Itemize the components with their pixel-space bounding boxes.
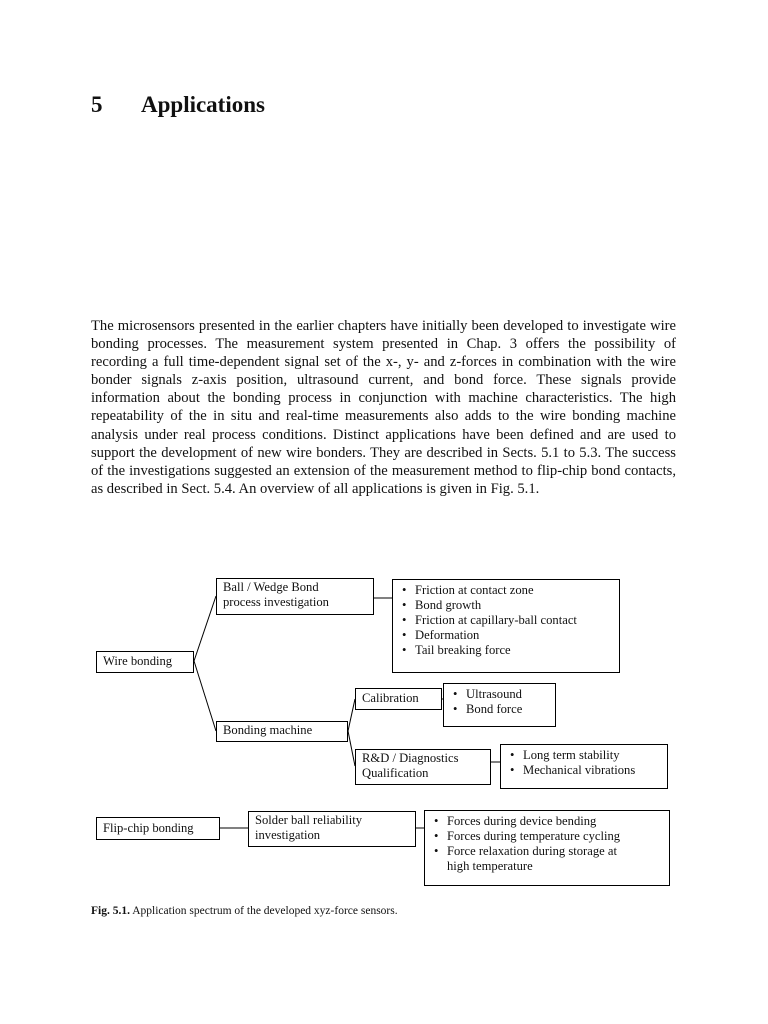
- calibration-box: [355, 688, 442, 710]
- list-item: • Ultrasound: [466, 687, 549, 702]
- rd-diagnostics-box: [355, 749, 491, 785]
- wire-bonding-box: [96, 651, 194, 673]
- list-item: • Mechanical vibrations: [523, 763, 661, 778]
- list-item: • Bond growth: [415, 598, 613, 613]
- figure-caption: [91, 905, 398, 917]
- list-item: • Bond force: [466, 702, 549, 717]
- bonding-machine-box: [216, 721, 348, 742]
- flip-chip-box: [96, 817, 220, 840]
- list-item: • Deformation: [415, 628, 613, 643]
- solder-items-box: [424, 810, 670, 886]
- body-paragraph: The microsensors presented in the earlier chapters have initially been developed to investigate wire bonding processes. The measurement system presented in Chap. 3 offers the possibility of recording a full time-dependent signal set of the x-, y- and z-forces in combination with the wire bonder signals z-axis position, ultrasound current, and bond force. These signals provide information about the bonding process in conjunction with machine characteristics. The high repeatability of the in situ and real-time measurements also adds to the wire bonding machine analysis under real process conditions. Distinct applications have been defined and are used to support the development of new wire bonders. They are described in Sects. 5.1 to 5.3. The success of the investigations suggested an extension of the measurement method to flip-chip bond contacts, as described in Sect. 5.4. An overview of all applications is given in Fig. 5.1.: [91, 318, 676, 497]
- chapter-title: Applications: [141, 92, 265, 117]
- solder-line2: investigation: [255, 828, 321, 842]
- chapter-number: 5: [91, 92, 103, 117]
- calibration-items-box: [443, 683, 556, 727]
- list-item: • Forces during device bending: [447, 814, 663, 829]
- ball-wedge-items-box: [392, 579, 620, 673]
- rd-line1: R&D / Diagnostics: [362, 751, 459, 765]
- caption-text: Application spectrum of the developed xyz-force sensors.: [129, 905, 398, 917]
- calibration-label: Calibration: [362, 691, 419, 705]
- wire-bonding-label: Wire bonding: [103, 654, 173, 668]
- flip-chip-label: Flip-chip bonding: [103, 821, 194, 835]
- ball-wedge-line2: process investigation: [223, 595, 329, 609]
- list-item: • Tail breaking force: [415, 643, 613, 658]
- list-item: • Friction at contact zone: [415, 583, 613, 598]
- list-item: • Forces during temperature cycling: [447, 829, 663, 844]
- solder-ball-box: [248, 811, 416, 847]
- bonding-machine-label: Bonding machine: [223, 723, 313, 737]
- solder-line1: Solder ball reliability: [255, 813, 363, 827]
- list-item: • Force relaxation during storage at: [447, 844, 663, 859]
- list-item: • Friction at capillary-ball contact: [415, 613, 613, 628]
- rd-line2: Qualification: [362, 766, 429, 780]
- rd-items-box: [500, 744, 668, 789]
- caption-label: Fig. 5.1.: [91, 905, 130, 917]
- ball-wedge-box: [216, 578, 374, 615]
- list-item-continuation: high temperature: [447, 859, 533, 873]
- list-item: • Long term stability: [523, 748, 661, 763]
- ball-wedge-line1: Ball / Wedge Bond: [223, 580, 319, 594]
